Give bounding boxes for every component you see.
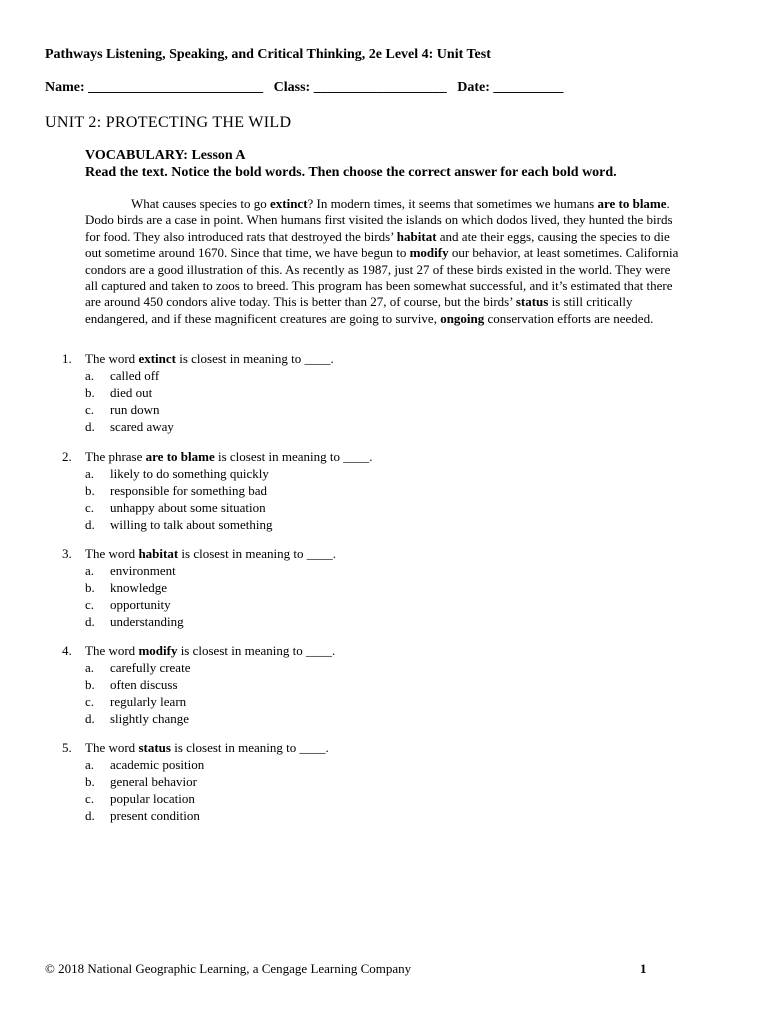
bold-word: modify: [409, 245, 449, 261]
date-blank: __________: [493, 80, 564, 95]
answer-option[interactable]: c. unhappy about some situation: [85, 500, 266, 515]
passage-line: for food. They also introduced rats that destroyed the birds’ habitat and ate their eggs, causing the species to die: [85, 228, 670, 244]
answer-option[interactable]: b. general behavior: [85, 774, 197, 789]
answer-option[interactable]: b. often discuss: [85, 677, 178, 692]
question-number: 4.: [62, 643, 72, 658]
question-3: [62, 545, 336, 630]
page-number: 1: [640, 961, 647, 976]
bold-word: habitat: [396, 228, 437, 244]
question-stem: 4. The word modify is closest in meaning to ____.: [62, 643, 336, 658]
answer-option[interactable]: a. environment: [85, 563, 176, 578]
bold-word: status: [515, 294, 549, 310]
bold-word: ongoing: [440, 310, 485, 326]
answer-option[interactable]: d. slightly change: [85, 711, 190, 726]
question-number: 1.: [62, 351, 72, 366]
question-stem: 3. The word habitat is closest in meaning to ____.: [62, 546, 336, 561]
question-term: extinct: [138, 351, 176, 366]
question-5: [62, 739, 329, 824]
passage-line: condors are a good illustration of this. As recently as 1987, just 27 of these birds existed in the world. They were: [85, 261, 671, 277]
answer-option[interactable]: a. academic position: [85, 757, 205, 772]
unit-title: UNIT 2: PROTECTING THE WILD: [45, 114, 292, 131]
question-number: 3.: [62, 546, 72, 561]
passage-line: out sometime around 1670. Since that time, we have begun to modify our behavior, at least sometimes. California: [85, 245, 679, 261]
answer-option[interactable]: d. understanding: [85, 614, 184, 629]
question-term: status: [138, 740, 171, 755]
answer-option[interactable]: a. carefully create: [85, 660, 191, 675]
section-label: VOCABULARY: Lesson A: [85, 148, 246, 163]
question-term: are to blame: [145, 449, 215, 464]
section-instructions: Read the text. Notice the bold words. Then choose the correct answer for each bold word.: [85, 165, 617, 180]
class-label: Class:: [273, 80, 311, 95]
question-number: 5.: [62, 740, 72, 755]
question-stem: 5. The word status is closest in meaning to ____.: [62, 740, 329, 755]
passage-line: endangered, and if these magnificent creatures are going to survive, ongoing conservation efforts are needed.: [85, 310, 654, 326]
answer-option[interactable]: c. popular location: [85, 791, 195, 806]
question-2: [62, 448, 373, 533]
passage-line: Dodo birds are a case in point. When humans first visited the islands on which dodos lived, they hunted the birds: [85, 212, 673, 228]
question-1: [62, 350, 334, 435]
student-info-line: [45, 80, 563, 96]
passage-line: are around 450 condors alive today. This is better than 27, of course, but the birds’ status is still critically: [85, 294, 633, 310]
name-label: Name:: [45, 80, 85, 95]
answer-option[interactable]: d. scared away: [85, 419, 174, 434]
answer-option[interactable]: c. regularly learn: [85, 694, 187, 709]
question-number: 2.: [62, 449, 72, 464]
answer-option[interactable]: c. run down: [85, 402, 160, 417]
name-blank: _________________________: [88, 80, 264, 95]
answer-option[interactable]: b. died out: [85, 385, 153, 400]
passage-line: What causes species to go extinct? In modern times, it seems that sometimes we humans are to blame.: [131, 196, 670, 211]
passage-line: all captured and taken to zoos to breed. This program has been somewhat successful, and it’s estimated that there: [85, 278, 673, 294]
bold-word: are to blame: [597, 196, 667, 211]
answer-option[interactable]: b. responsible for something bad: [85, 483, 268, 498]
answer-option[interactable]: a. called off: [85, 368, 160, 383]
question-term: habitat: [138, 546, 179, 561]
document-title: Pathways Listening, Speaking, and Critical Thinking, 2e Level 4: Unit Test: [45, 47, 491, 62]
bold-word: extinct: [269, 196, 308, 211]
date-label: Date:: [457, 80, 490, 95]
question-stem: 1. The word extinct is closest in meaning to ____.: [62, 351, 334, 366]
question-stem: 2. The phrase are to blame is closest in meaning to ____.: [62, 449, 373, 464]
answer-option[interactable]: c. opportunity: [85, 597, 171, 612]
class-blank: ___________________: [313, 80, 447, 95]
answer-option[interactable]: b. knowledge: [85, 580, 168, 595]
reading-passage: [85, 196, 725, 327]
answer-option[interactable]: d. willing to talk about something: [85, 517, 273, 532]
question-4: [62, 642, 335, 727]
copyright-footer: © 2018 National Geographic Learning, a Cengage Learning Company: [45, 961, 412, 976]
answer-option[interactable]: a. likely to do something quickly: [85, 466, 269, 481]
answer-option[interactable]: d. present condition: [85, 808, 200, 823]
question-term: modify: [138, 643, 178, 658]
